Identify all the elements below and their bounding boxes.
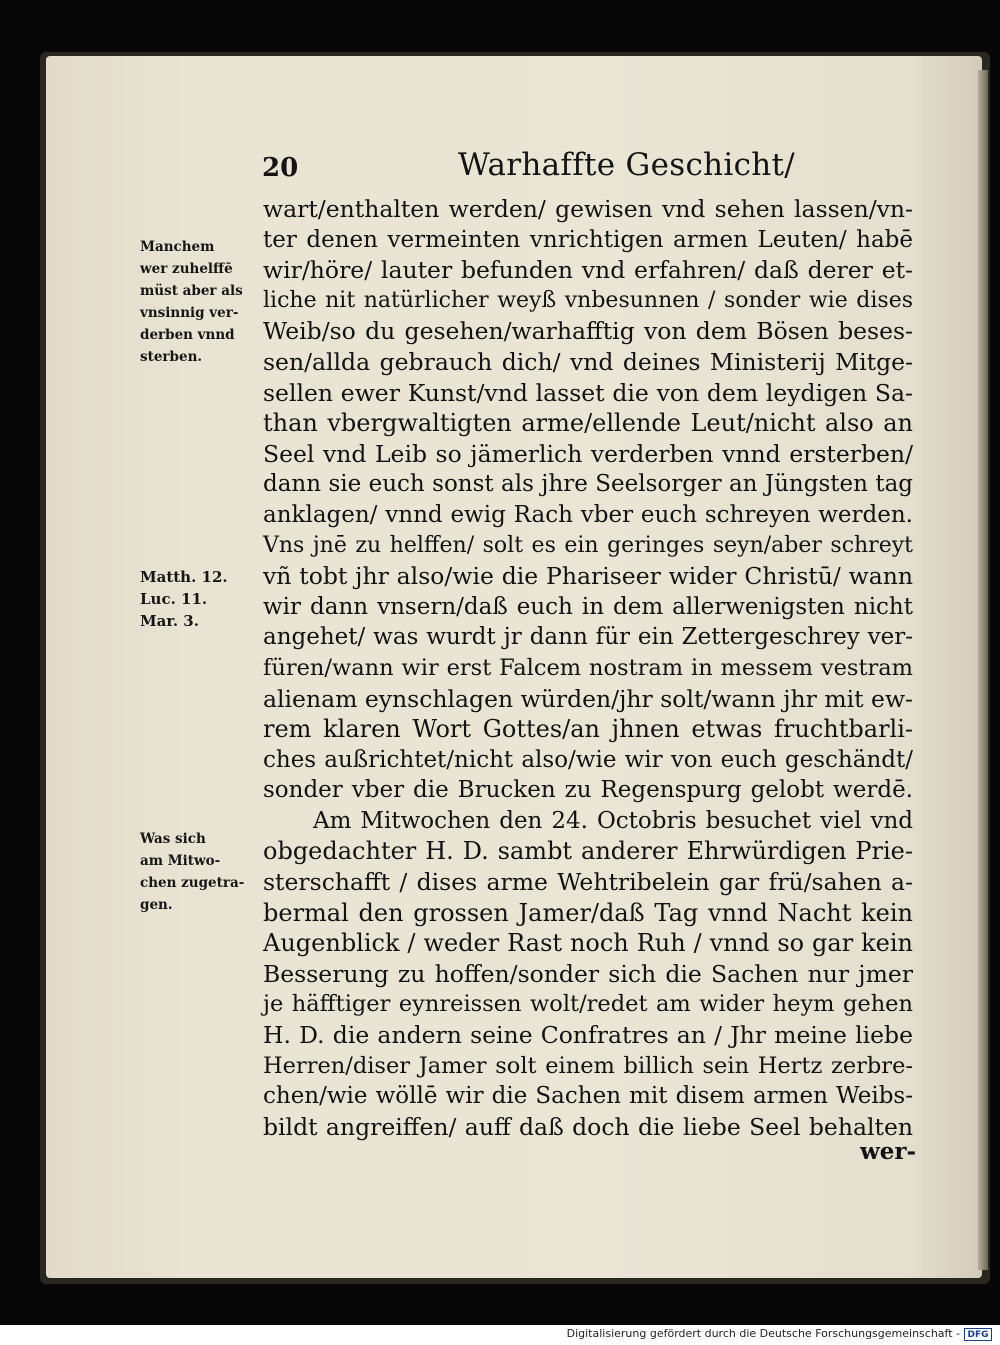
page-number: 20	[262, 153, 299, 183]
text-line: H. D. die andern seine Confratres an / Jhr meine liebe	[263, 1021, 913, 1050]
margin-note-line: Matth. 12.	[140, 568, 228, 586]
text-line: bildt angreiffen/ auff daß doch die liebe Seel behalten	[263, 1112, 913, 1141]
text-line: angehet/ was wurdt jr dann für ein Zettergeschrey ver-	[263, 624, 913, 651]
margin-note-line: wer zuhelffē	[140, 261, 233, 277]
text-line: alienam eynschlagen würden/jhr solt/wann jhr mit ew-	[263, 684, 913, 713]
margin-note-line: müst aber als	[140, 283, 243, 299]
margin-note-line: gen.	[140, 897, 173, 913]
text-line: sellen ewer Kunst/vnd lasset die von dem leydigen Sa-	[263, 378, 913, 407]
text-line: dann sie euch sonst als jhre Seelsorger an Jüngsten tag	[263, 471, 913, 498]
text-line: füren/wann wir erst Falcem nostram in messem vestram	[263, 654, 913, 681]
text-line: sen/allda gebrauch dich/ vnd deines Ministerij Mitge-	[263, 347, 913, 376]
margin-note-line: Mar. 3.	[140, 612, 199, 630]
text-line: ter denen vermeinten vnrichtigen armen Leuten/ habē	[263, 226, 913, 253]
margin-note-line: Was sich	[140, 831, 206, 847]
margin-note-line: am Mitwo-	[140, 853, 221, 869]
dfg-logo: DFG	[964, 1328, 992, 1341]
text-line: Weib/so du gesehen/warhafftig von dem Bösen beses-	[263, 317, 913, 346]
catchword: wer-	[860, 1138, 917, 1165]
text-line: vñ tobt jhr also/wie die Phariseer wider Christū/ wann	[263, 562, 913, 591]
text-line: bermal den grossen Jamer/daß Tag vnnd Nacht kein	[263, 898, 913, 927]
text-line: rem klaren Wort Gottes/an jhnen etwas fruchtbarli-	[263, 715, 913, 744]
margin-note-line: derben vnnd	[140, 327, 235, 343]
text-line: Herren/diser Jamer solt einem billich sein Hertz zerbre-	[263, 1052, 913, 1079]
text-line: obgedachter H. D. sambt anderer Ehrwürdigen Prie-	[263, 837, 913, 866]
text-line: je häfftiger eynreissen wolt/redet am wider heym gehen	[263, 991, 913, 1018]
digitization-footer	[0, 1325, 1000, 1345]
text-line: Seel vnd Leib so jämerlich verderben vnnd ersterben/	[263, 439, 913, 468]
text-line: wir/höre/ lauter befunden vnd erfahren/ daß derer et-	[263, 256, 913, 285]
margin-note-line: vnsinnig ver-	[140, 305, 239, 321]
text-line: sonder vber die Brucken zu Regenspurg gelobt werdē.	[263, 777, 913, 804]
text-line: wart/enthalten werden/ gewisen vnd sehen lassen/vn-	[263, 195, 913, 223]
running-head: Warhaffte Geschicht/	[458, 147, 796, 183]
margin-note-line: chen zugetra-	[140, 875, 245, 891]
margin-note	[140, 236, 265, 368]
page-edge	[978, 70, 988, 1270]
margin-note	[140, 828, 265, 916]
text-line: Am Mitwochen den 24. Octobris besuchet viel vnd	[313, 807, 913, 834]
text-line: than vbergwaltigten arme/ellende Leut/nicht also an	[263, 409, 913, 438]
text-line: sterschafft / dises arme Wehtribelein gar frü/sahen a-	[263, 868, 913, 897]
text-line: Besserung zu hoffen/sonder sich die Sachen nur jmer	[263, 959, 913, 988]
margin-note-line: sterben.	[140, 349, 203, 365]
text-line: ches außrichtet/nicht also/wie wir von euch geschändt/	[263, 746, 913, 773]
text-line: Vns jnē zu helffen/ solt es ein geringes seyn/aber schreyt	[263, 532, 913, 558]
text-line: wir dann vnsern/daß euch in dem allerwenigsten nicht	[263, 593, 913, 620]
margin-note-line: Manchem	[140, 239, 215, 255]
margin-note	[140, 566, 265, 632]
funding-credit: Digitalisierung gefördert durch die Deutsche Forschungsgemeinschaft -	[566, 1327, 960, 1340]
text-line: chen/wie wöllē wir die Sachen mit disem armen Weibs-	[263, 1083, 913, 1110]
body-text	[263, 194, 913, 1142]
text-line: Augenblick / weder Rast noch Ruh / vnnd so gar kein	[263, 929, 913, 958]
text-line: liche nit natürlicher weyß vnbesunnen / sonder wie dises	[263, 287, 913, 313]
page-header	[0, 145, 1000, 195]
text-line: anklagen/ vnnd ewig Rach vber euch schreyen werden.	[263, 501, 913, 528]
margin-note-line: Luc. 11.	[140, 590, 208, 608]
